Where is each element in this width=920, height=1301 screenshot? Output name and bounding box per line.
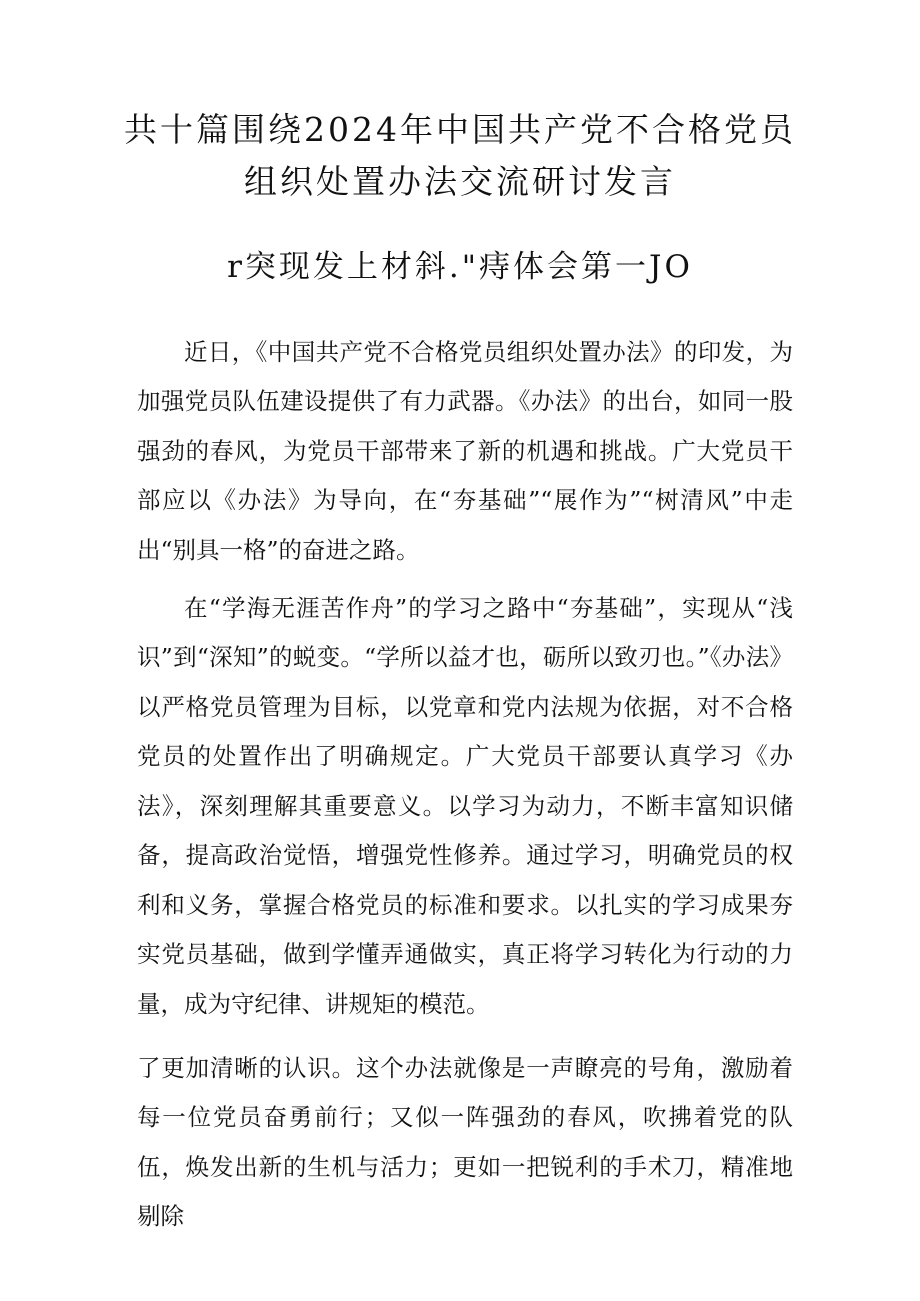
section-subtitle: r突现发上材斜."痔体会第一JO [227,249,693,285]
paragraph-2: 在“学海无涯苦作舟”的学习之路中“夯基础”，实现从“浅识”到“深知”的蜕变。“学所以益才也，砺所以致刃也。”《办法》以严格党员管理为目标，以党章和党内法规为依据，对不合格党员的处置作出了明确规定。广大党员干部要认真学习《办法》，深刻理解其重要意义。以学习为动力，不断丰富知识储备，提高政治觉悟，增强党性修养。通过学习，明确党员的权利和义务，掌握合格党员的标准和要求。以扎实的学习成果夯实党员基础，做到学懂弄通做实，真正将学习转化为行动的力量，成为守纪律、讲规矩的模范。 [137,593,793,1018]
title-line-1: 共十篇围绕2024年中国共产党不合格党员 [124,110,796,149]
paragraph-1: 近日，《中国共产党不合格党员组织处置办法》的印发，为加强党员队伍建设提供了有力武器。《办法》的出台，如同一股强劲的春风，为党员干部带来了新的机遇和挑战。广大党员干部应以《办法》为导向，在“夯基础”“展作为”“树清风”中走出“别具一格”的奋进之路。 [137,337,793,564]
paragraph-3: 了更加清晰的认识。这个办法就像是一声瞭亮的号角，激励着每一位党员奋勇前行；又似一阵强劲的春风，吹拂着党的队伍，焕发出新的生机与活力；更如一把锐利的手术刀，精准地剔除 [137,1053,793,1230]
title-line-2: 组织处置办法交流研讨发言 [244,162,676,201]
document-title [0,104,920,208]
